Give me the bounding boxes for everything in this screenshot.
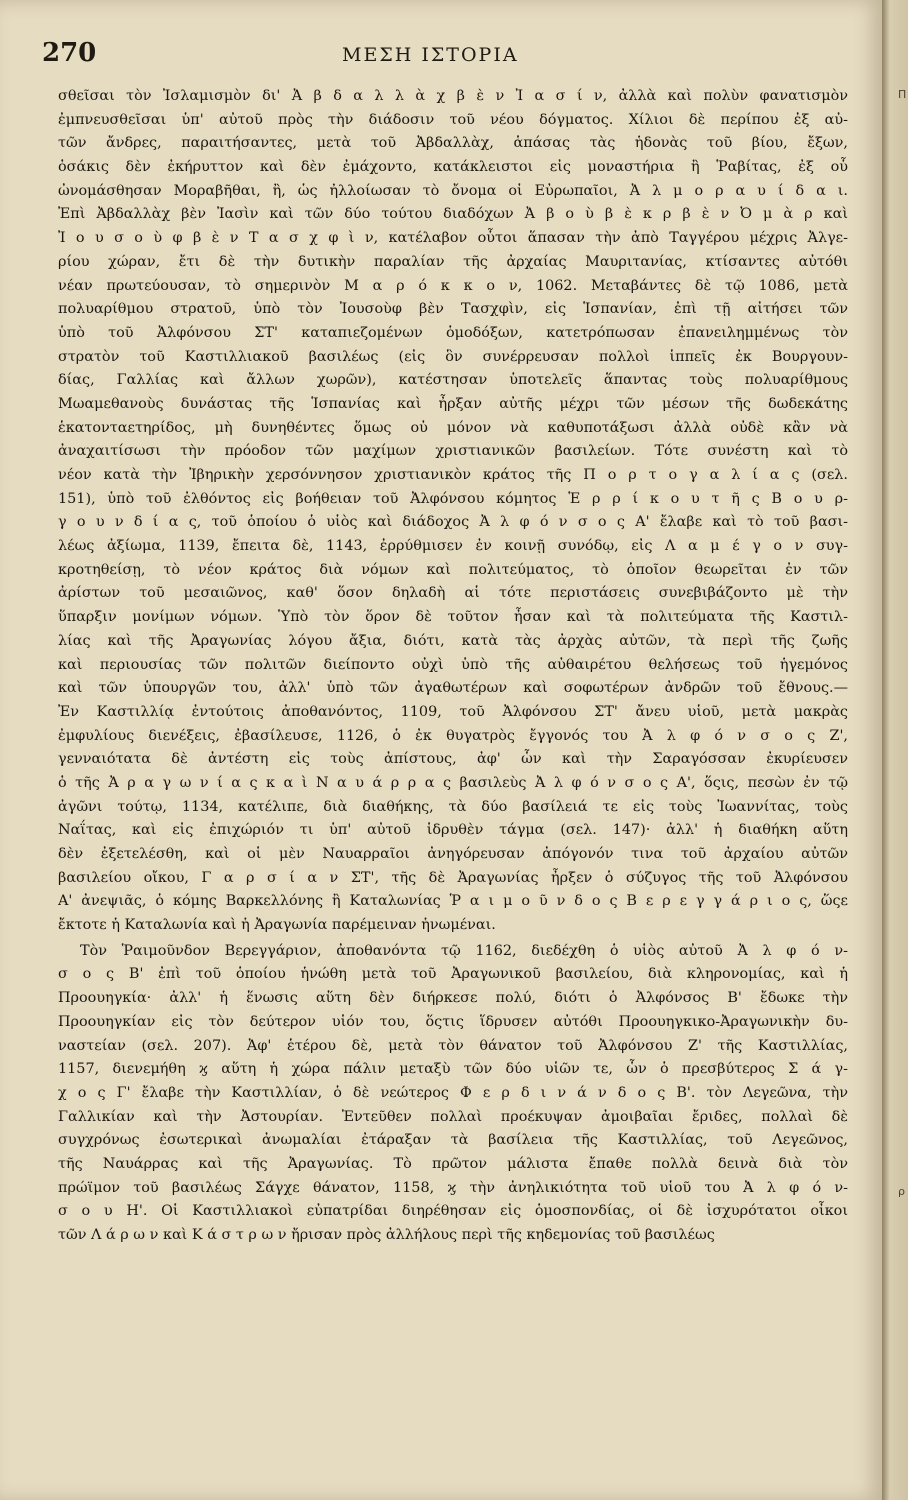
text-line: Α' ἀνεψιᾶς, ὁ κόμης Βαρκελλόνης ἢ Καταλωνίας Ῥ α ι μ ο ῦ ν δ ο ς Β ε ρ ε γ γ ά ρ ι ο ς, ὥςε bbox=[58, 893, 848, 910]
text-line: σ ο ς Β' ἐπὶ τοῦ ὁποίου ἡνώθη μετὰ τοῦ Ἀραγωνικοῦ βασιλείου, διὰ κληρονομίας, καὶ ἡ bbox=[58, 966, 848, 983]
text-line: πρώϊμον τοῦ βασιλέως Σάγχε θάνατον, 1158, ϗ τὴν ἀνηλικιότητα τοῦ υἱοῦ του Ἀ λ φ ό ν- bbox=[58, 1179, 848, 1196]
text-line: 151), ὑπὸ τοῦ ἐλθόντος εἰς βοήθειαν τοῦ Ἀλφόνσου κόμητος Ἑ ρ ρ ί κ ο υ τ ῆ ς Β ο υ ρ- bbox=[58, 490, 848, 507]
text-line: σθεῖσαι τὸν Ἰσλαμισμὸν δι' Ἀ β δ α λ λ ὰ χ β ὲ ν Ἰ α σ ί ν, ἀλλὰ καὶ πολὺν φανατισμὸν bbox=[58, 88, 848, 104]
text-line: ὕπαρξιν μονίμων νόμων. Ὑπὸ τὸν ὅρον δὲ τοῦτον ἦσαν καὶ τὰ πολιτεύματα τῆς Καστιλ- bbox=[58, 609, 848, 626]
text-line: λέως ἀξίωμα, 1139, ἔπειτα δὲ, 1143, ἐρρύθμισεν ἐν κοινῇ συνόδῳ, εἰς Λ α μ έ γ ο ν συγ- bbox=[58, 538, 848, 555]
text-line: Ἰ ο υ σ ο ὺ φ β ὲ ν Τ α σ χ φ ὶ ν, κατέλαβον οὗτοι ἅπασαν τὴν ἀπὸ Ταγγέρου μέχρις Ἀλγε- bbox=[58, 230, 848, 247]
text-line: Προουηγκία· ἀλλ' ἡ ἕνωσις αὕτη δὲν διήρκεσε πολύ, διότι ὁ Ἀλφόνσος Β' ἔδωκε τὴν bbox=[58, 990, 848, 1007]
text-line: ρίου χώραν, ἔτι δὲ τὴν δυτικὴν παραλίαν τῆς ἀρχαίας Μαυριτανίας, κτίσαντες αὐτόθι bbox=[58, 253, 848, 270]
text-line: ἑκατονταετηρίδος, μὴ δυνηθέντες ὅμως οὐ μόνον νὰ καθυποτάξωσι ἀλλὰ οὐδὲ κἂν νὰ bbox=[58, 419, 848, 436]
text-line: πολυαρίθμου στρατοῦ, ὑπὸ τὸν Ἰουσοὺφ βὲν Τασχφὶν, εἰς Ἱσπανίαν, ἐπὶ τῇ αἰτήσει τῶν bbox=[58, 301, 848, 318]
page-number: 270 bbox=[42, 38, 97, 68]
adjacent-page-edge bbox=[882, 0, 908, 1500]
text-line: ὁσάκις δὲν ἐκήρυττον καὶ δὲν ἐμάχοντο, κατάκλειστοι εἰς μοναστήρια ἢ Ῥαβίτας, ἐξ οὗ bbox=[58, 159, 848, 176]
text-line: νέον κατὰ τὴν Ἰβηρικὴν χερσόννησον χριστιανικὸν κράτος τῆς Π ο ρ τ ο γ α λ ί α ς (σελ. bbox=[58, 467, 848, 483]
text-line: Προουηγκίαν εἰς τὸν δεύτερον υἱόν του, ὅςτις ἵδρυσεν αὐτόθι Προουηγκικο-Ἀραγωνικὴν δυ- bbox=[58, 1013, 848, 1030]
text-line: ἐμφυλίους διενέξεις, ἐβασίλευσε, 1126, ὁ ἐκ θυγατρὸς ἔγγονός του Ἀ λ φ ό ν σ ο ς Ζ', bbox=[58, 727, 848, 744]
text-line: τῆς Ναυάρρας καὶ τῆς Ἀραγωνίας. Τὸ πρῶτον μάλιστα ἔπαθε πολλὰ δεινὰ διὰ τὸν bbox=[58, 1155, 848, 1172]
body-text bbox=[58, 85, 848, 1248]
text-line: 1157, διενεμήθη ϗ αὕτη ἡ χώρα πάλιν μεταξὺ τῶν δύο υἱῶν τε, ὧν ὁ πρεσβύτερος Σ ά γ- bbox=[58, 1061, 848, 1078]
text-line: ἀναχαιτίσωσι τὴν πρόοδον τῶν μαχίμων χριστιανικῶν βασιλείων. Τότε συνέστη καὶ τὸ bbox=[58, 443, 848, 460]
text-line: Ἐπὶ Ἀβδαλλὰχ βὲν Ἰασὶν καὶ τῶν δύο τούτου διαδόχων Ἀ β ο ὺ β ὲ κ ρ β ὲ ν Ὀ μ ὰ ρ καὶ bbox=[58, 206, 848, 223]
text-line: λίας καὶ τῆς Ἀραγωνίας λόγου ἄξια, διότι, κατὰ τὰς ἀρχὰς αὐτῶν, τὰ περὶ τῆς ζωῆς bbox=[58, 632, 848, 649]
text-line: ναστείαν (σελ. 207). Ἀφ' ἑτέρου δὲ, μετὰ τὸν θάνατον τοῦ Ἀλφόνσου Ζ' τῆς Καστιλλίας, bbox=[58, 1037, 848, 1054]
text-line: Μωαμεθανοὺς δυνάστας τῆς Ἱσπανίας καὶ ἦρξαν αὐτῆς μέχρι τῶν μέσων τῆς δωδεκάτης bbox=[58, 395, 848, 412]
paragraph-2 bbox=[58, 940, 848, 1248]
text-line: συγχρόνως ἐσωτερικαὶ ἀνωμαλίαι ἐτάραξαν τὰ βασίλεια τῆς Καστιλλίας, τοῦ Λεγεῶνος, bbox=[58, 1132, 848, 1149]
text-line: Γαλλικίαν καὶ τὴν Ἀστουρίαν. Ἐντεῦθεν πολλαὶ προέκυψαν ἀμοιβαῖαι ἔριδες, πολλαὶ δὲ bbox=[58, 1108, 848, 1125]
running-title: ΜΕΣΗ ΙΣΤΟΡΙΑ bbox=[342, 44, 519, 66]
text-line: ἔκτοτε ἡ Καταλωνία καὶ ἡ Ἀραγωνία παρέμειναν ἡνωμέναι. bbox=[58, 917, 496, 934]
text-line: Ναΐτας, καὶ εἰς ἐπιχώριόν τι ὑπ' αὐτοῦ ἱδρυθὲν τάγμα (σελ. 147)· ἀλλ' ἡ διαθήκη αὕτη bbox=[58, 822, 848, 839]
text-line: δίας, Γαλλίας καὶ ἄλλων χωρῶν), κατέστησαν ὑποτελεῖς ἅπαντας τοὺς πολυαρίθμους bbox=[58, 372, 848, 389]
paragraph-1 bbox=[58, 85, 848, 938]
text-line: ὑπὸ τοῦ Ἀλφόνσου ΣΤ' καταπιεζομένων ὁμοδόξων, κατετρόπωσαν ἐπανειλημμένως τὸν bbox=[58, 324, 848, 341]
text-line: σ ο υ Η'. Οἱ Καστιλλιακοὶ εὐπατρίδαι διηρέθησαν εἰς ὁμοσπονδίας, οἱ δὲ ἰσχυρότατοι οἶκοι bbox=[58, 1203, 848, 1220]
edge-mark: ρ bbox=[898, 1185, 905, 1198]
text-line: καὶ περιουσίας τῶν πολιτῶν διείποντο οὐχὶ ὑπὸ τῆς αὐθαιρέτου θελήσεως τοῦ ἡγεμόνος bbox=[58, 656, 848, 673]
text-line: στρατὸν τοῦ Καστιλλιακοῦ βασιλέως (εἰς ὃν συνέρρευσαν πολλοὶ ἱππεῖς ἐκ Βουργουν- bbox=[58, 348, 848, 365]
text-line: Ἐν Καστιλλίᾳ ἐντούτοις ἀποθανόντος, 1109, τοῦ Ἀλφόνσου ΣΤ' ἄνευ υἱοῦ, μετὰ μακρὰς bbox=[58, 703, 848, 720]
text-line: τῶν ἄνδρες, παραιτήσαντες, μετὰ τοῦ Ἀβδαλλὰχ, ἁπάσας τὰς ἡδονὰς τοῦ βίου, ἔξων, bbox=[58, 135, 848, 152]
text-line: βασιλείου οἴκου, Γ α ρ σ ί α ν ΣΤ', τῆς δὲ Ἀραγωνίας ἦρξεν ὁ σύζυγος τῆς τοῦ Ἀλφόνσου bbox=[58, 869, 848, 886]
text-line: καὶ τῶν ὑπουργῶν του, ἀλλ' ὑπὸ τῶν ἀγαθωτέρων καὶ σοφωτέρων ἀνδρῶν τοῦ ἔθνους.— bbox=[58, 680, 848, 697]
text-line: ὁ τῆς Ἀ ρ α γ ω ν ί α ς κ α ὶ Ν α υ ά ρ ρ α ς βασιλεὺς Ἀ λ φ ό ν σ ο ς Α', ὅςις, πεσὼν ἐν τῷ bbox=[58, 774, 848, 791]
text-line: ὠνομάσθησαν Μοραβῆθαι, ἢ, ὡς ἠλλοίωσαν τὸ ὄνομα οἱ Εὐρωπαῖοι, Ἀ λ μ ο ρ α υ ί δ α ι. bbox=[58, 182, 848, 199]
text-line: ἐμπνευσθεῖσαι ὑπ' αὐτοῦ πρὸς τὴν διάδοσιν τοῦ νέου δόγματος. Χίλιοι δὲ περίπου ἐξ αὐ- bbox=[58, 111, 848, 128]
text-line: γενναιότατα δὲ ἀντέστη εἰς τοὺς ἀπίστους, ἀφ' ὧν καὶ τὴν Σαραγόσσαν ἐκυρίευσεν bbox=[58, 751, 848, 768]
edge-mark: Π bbox=[898, 88, 907, 101]
text-line: ἀγῶνι τούτῳ, 1134, κατέλιπε, διὰ διαθήκης, τὰ δύο βασίλειά τε εἰς τοὺς Ἰωαννίτας, τοὺς bbox=[58, 798, 848, 815]
text-line: τῶν Λ ά ρ ω ν καὶ Κ ά σ τ ρ ω ν ἤρισαν πρὸς ἀλλήλους περὶ τῆς κηδεμονίας τοῦ βασιλέως bbox=[58, 1227, 715, 1243]
text-line: γ ο υ ν δ ί α ς, τοῦ ὁποίου ὁ υἱὸς καὶ διάδοχος Ἀ λ φ ό ν σ ο ς Α' ἔλαβε καὶ τὸ τοῦ βασι- bbox=[58, 514, 848, 531]
text-line: Τὸν Ῥαιμοῦνδον Βερεγγάριον, ἀποθανόντα τῷ 1162, διεδέχθη ὁ υἱὸς αὐτοῦ Ἀ λ φ ό ν- bbox=[80, 942, 848, 959]
text-line: χ ο ς Γ' ἔλαβε τὴν Καστιλλίαν, ὁ δὲ νεώτερος Φ ε ρ δ ι ν ά ν δ ο ς Β'. τὸν Λεγεῶνα, τὴν bbox=[58, 1084, 848, 1101]
text-line: δὲν ἐξετελέσθη, καὶ οἱ μὲν Ναυαρραῖοι ἀνηγόρευσαν ἀπόγονόν τινα τοῦ ἀρχαίου αὐτῶν bbox=[58, 846, 848, 862]
page-header bbox=[42, 38, 862, 72]
text-line: νέαν πρωτεύουσαν, τὸ σημερινὸν Μ α ρ ό κ κ ο ν, 1062. Μεταβάντες δὲ τῷ 1086, μετὰ bbox=[58, 277, 848, 294]
text-line: ἀρίστων τοῦ μεσαιῶνος, καθ' ὅσον δηλαδὴ αἱ τότε περιστάσεις συνεβιβάζοντο μὲ τὴν bbox=[58, 585, 848, 602]
text-line: κροτηθείσῃ, τὸ νέον κράτος διὰ νόμων καὶ πολιτεύματος, τὸ ὁποῖον θεωρεῖται ἐν τῶν bbox=[58, 561, 848, 578]
